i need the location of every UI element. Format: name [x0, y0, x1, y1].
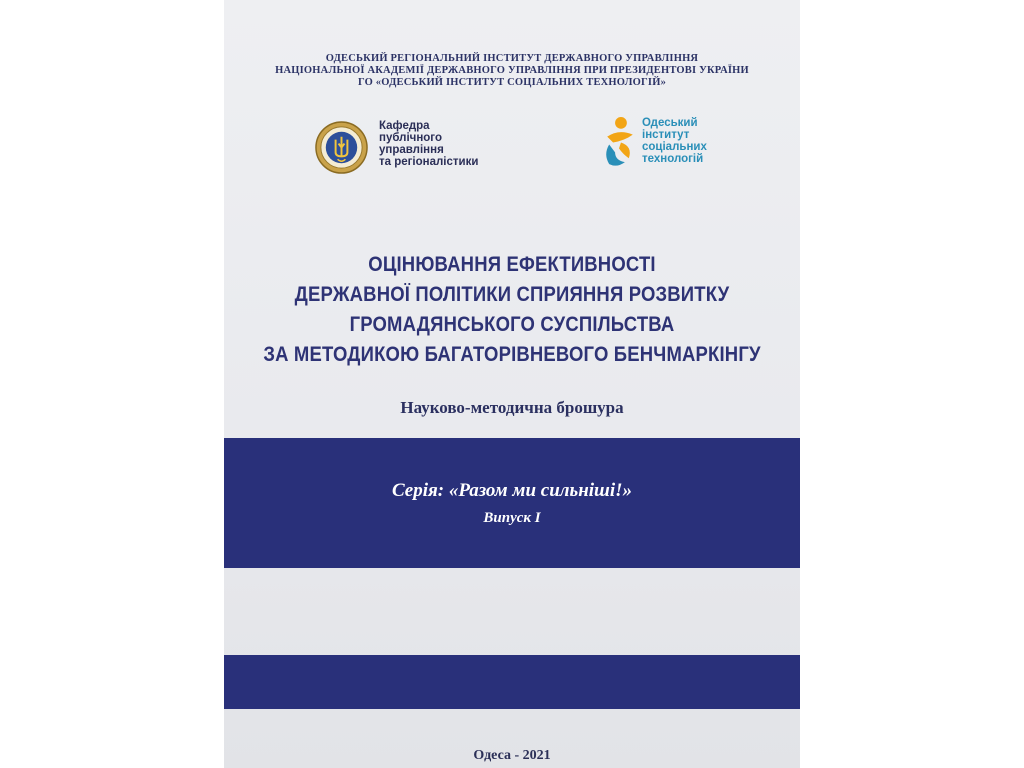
subtitle: Науково-методична брошура: [400, 398, 624, 417]
title-line-1: ОЦІНЮВАННЯ ЕФЕКТИВНОСТІ: [368, 253, 656, 276]
ost-figure-logo-icon: [599, 115, 639, 170]
issue-number: Випуск І: [483, 510, 541, 526]
institute-line: Одеський: [642, 117, 698, 129]
institute-line: інститут: [642, 129, 690, 141]
city-year: Одеса - 2021: [473, 748, 551, 763]
institution-line-2: НАЦІОНАЛЬНОЇ АКАДЕМІЇ ДЕРЖАВНОГО УПРАВЛІННЯ ПРИ ПРЕЗИДЕНТОВІ УКРАЇНИ: [275, 65, 749, 76]
trident-seal-icon: [314, 120, 369, 175]
department-line: управління: [379, 144, 444, 156]
department-line: публічного: [379, 132, 442, 144]
institution-line-1: ОДЕСЬКИЙ РЕГІОНАЛЬНИЙ ІНСТИТУТ ДЕРЖАВНОГО УПРАВЛІННЯ: [325, 53, 699, 64]
department-line: та регіоналістики: [379, 156, 479, 168]
institute-name: [642, 117, 707, 165]
department-name: [379, 120, 478, 168]
title-line-4: ЗА МЕТОДИКОЮ БАГАТОРІВНЕВОГО БЕНЧМАРКІНГУ: [263, 343, 761, 366]
institute-line: соціальних: [642, 141, 707, 153]
institute-line: технологій: [642, 153, 704, 165]
series-title: Серія: «Разом ми сильніші!»: [391, 480, 633, 501]
title-line-3: ГРОМАДЯНСЬКОГО СУСПІЛЬСТВА: [349, 313, 675, 336]
department-line: Кафедра: [379, 120, 430, 132]
brochure-cover: [224, 0, 800, 768]
institution-line-3: ГО «ОДЕСЬКИЙ ІНСТИТУТ СОЦІАЛЬНИХ ТЕХНОЛОГІЙ»: [357, 77, 667, 88]
decorative-band: [224, 655, 800, 709]
title-line-2: ДЕРЖАВНОЇ ПОЛІТИКИ СПРИЯННЯ РОЗВИТКУ: [294, 283, 730, 306]
series-band: [224, 438, 800, 568]
